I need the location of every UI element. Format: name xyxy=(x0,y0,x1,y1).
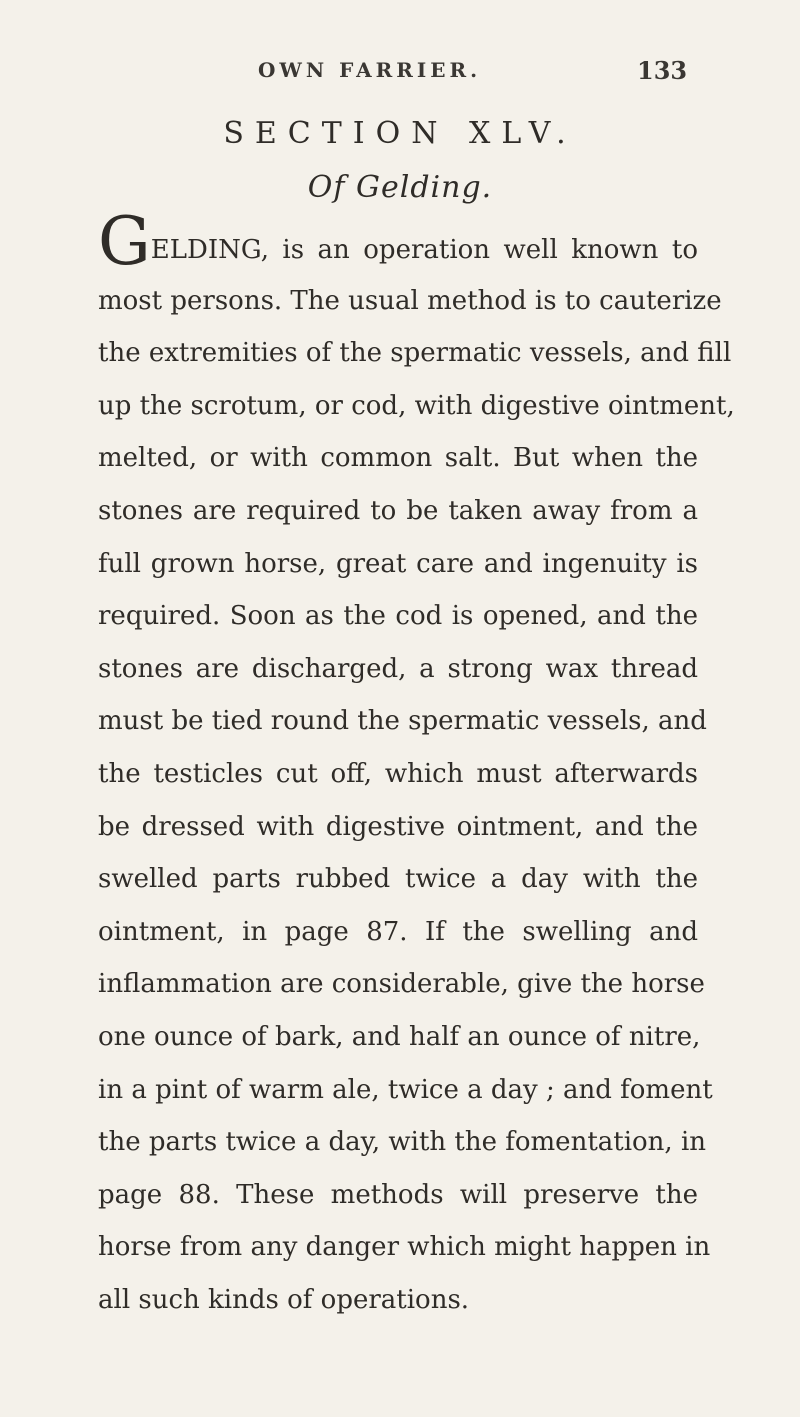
body-line: all such kinds of operations. xyxy=(98,1284,470,1315)
body-line: up the scrotum, or cod, with digestive ointment, xyxy=(98,390,735,421)
body-line: stones are discharged, a strong wax thread xyxy=(98,653,698,684)
body-line: stones are required to be taken away from a xyxy=(98,495,698,526)
body-line: horse from any danger which might happen in xyxy=(98,1232,711,1263)
body-line: page 88. These methods will preserve the xyxy=(98,1179,698,1210)
body-line: one ounce of bark, and half an ounce of nitre, xyxy=(98,1021,701,1052)
body-line: ointment, in page 87. If the swelling and xyxy=(98,916,698,947)
body-line: be dressed with digestive ointment, and the xyxy=(98,811,698,842)
section-title: SECTION XLV. xyxy=(223,116,577,151)
body-line: in a pint of warm ale, twice a day ; and foment xyxy=(98,1074,713,1105)
body-line: full grown horse, great care and ingenuity is xyxy=(98,548,698,579)
body-line: the testicles cut off, which must afterwards xyxy=(98,758,698,789)
body-line: swelled parts rubbed twice a day with the xyxy=(98,864,698,895)
running-head: OWN FARRIER. xyxy=(258,58,482,82)
body-line: required. Soon as the cod is opened, and the xyxy=(98,601,698,632)
body-line xyxy=(98,203,698,280)
body-line: most persons. The usual method is to cauterize xyxy=(98,285,722,316)
body-line: the extremities of the spermatic vessels, and fill xyxy=(98,338,732,369)
body-line: melted, or with common salt. But when the xyxy=(98,443,698,474)
body-line: the parts twice a day, with the fomentation, in xyxy=(98,1127,707,1158)
body-line: must be tied round the spermatic vessels, and xyxy=(98,706,707,737)
body-line: inflammation are considerable, give the horse xyxy=(98,969,705,1000)
section-subtitle: Of Gelding. xyxy=(307,170,493,205)
body-text xyxy=(98,203,735,1326)
drop-cap: G xyxy=(98,203,151,280)
page-number: 133 xyxy=(637,56,688,85)
first-line-text: ELDING, is an operation well known to xyxy=(150,235,698,265)
